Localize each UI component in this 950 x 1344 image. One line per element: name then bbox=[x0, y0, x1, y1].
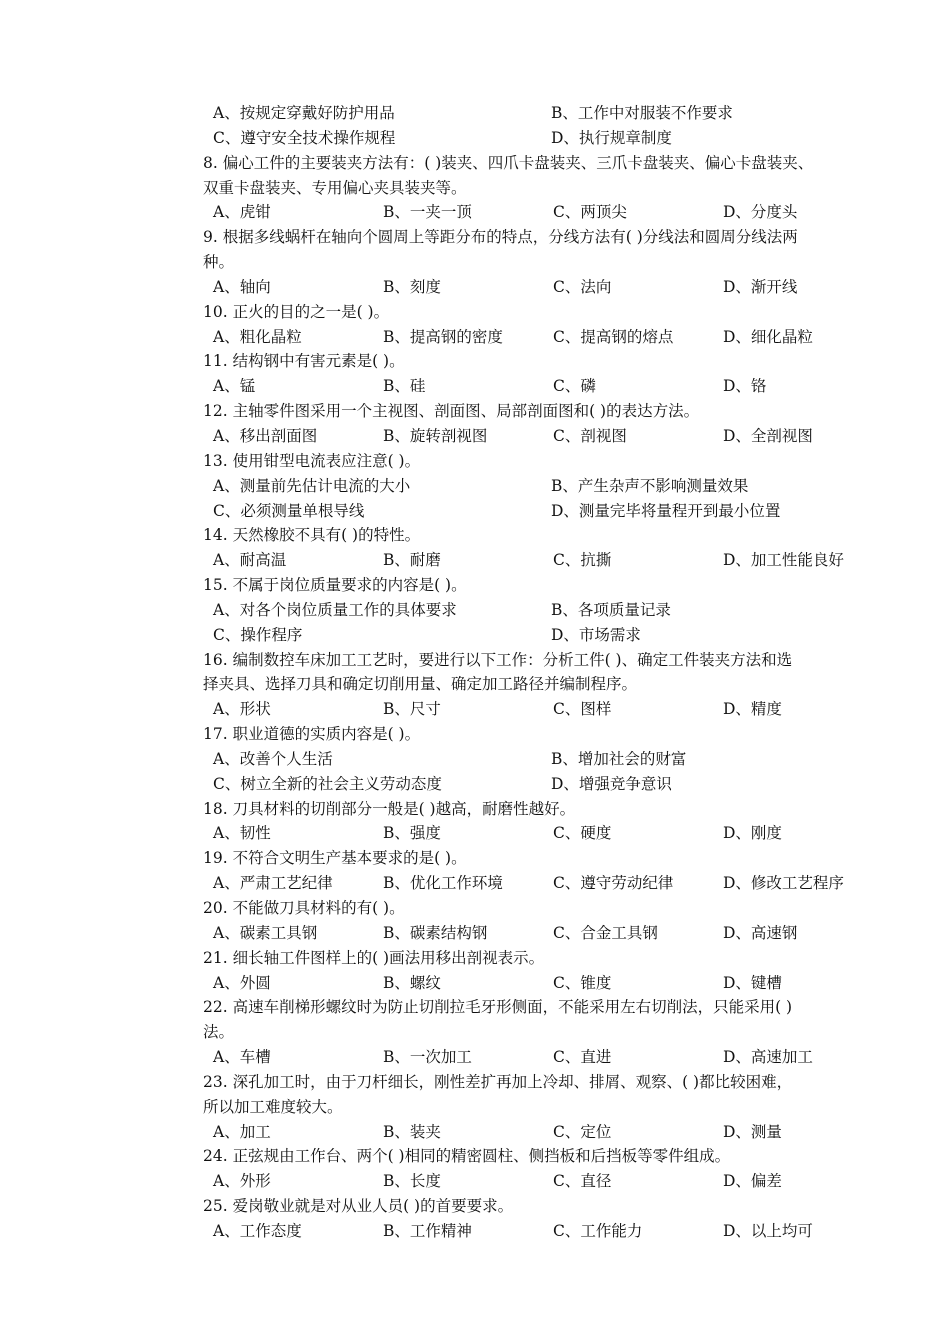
question-text: 双重卡盘装夹、专用偏心夹具装夹等。 bbox=[203, 178, 467, 197]
option-d: D、修改工艺程序 bbox=[723, 874, 844, 893]
option-right: D、测量完毕将量程开到最小位置 bbox=[551, 501, 781, 520]
option-a: A、虎钳 bbox=[213, 203, 271, 222]
option-left: C、操作程序 bbox=[213, 625, 303, 644]
option-c: C、硬度 bbox=[553, 824, 612, 843]
option-a: A、碳素工具钢 bbox=[213, 923, 318, 942]
option-b: B、一次加工 bbox=[383, 1048, 472, 1067]
options-row bbox=[203, 1120, 883, 1145]
question-text: 21. 细长轴工件图样上的( )画法用移出剖视表示。 bbox=[203, 948, 545, 967]
options-row bbox=[203, 1169, 883, 1194]
option-d: D、偏差 bbox=[723, 1172, 782, 1191]
question-text: 18. 刀具材料的切削部分一般是( )越高，耐磨性越好。 bbox=[203, 799, 576, 818]
options-row bbox=[203, 971, 883, 996]
question-text: 22. 高速车削梯形螺纹时为防止切削拉毛牙形侧面，不能采用左右切削法，只能采用( ) bbox=[203, 998, 793, 1017]
option-left: A、对各个岗位质量工作的具体要求 bbox=[213, 600, 457, 619]
option-a: A、轴向 bbox=[213, 277, 271, 296]
options-row bbox=[203, 697, 883, 722]
option-c: C、法向 bbox=[553, 277, 612, 296]
option-a: A、外形 bbox=[213, 1172, 271, 1191]
options-row bbox=[203, 275, 883, 300]
option-a: A、粗化晶粒 bbox=[213, 327, 302, 346]
option-d: D、刚度 bbox=[723, 824, 782, 843]
options-row bbox=[203, 325, 883, 350]
options-row bbox=[203, 474, 883, 499]
question-text: 15. 不属于岗位质量要求的内容是( )。 bbox=[203, 576, 467, 595]
option-b: B、螺纹 bbox=[383, 973, 441, 992]
option-a: A、移出剖面图 bbox=[213, 426, 318, 445]
option-right: B、增加社会的财富 bbox=[551, 749, 687, 768]
option-c: C、抗撕 bbox=[553, 551, 612, 570]
question-text: 9. 根据多线蜗杆在轴向个圆周上等距分布的特点，分线方法有( )分线法和圆周分线法两 bbox=[203, 228, 798, 247]
options-row bbox=[203, 921, 883, 946]
option-a: A、外圆 bbox=[213, 973, 271, 992]
option-b: B、尺寸 bbox=[383, 700, 441, 719]
option-d: D、加工性能良好 bbox=[723, 551, 844, 570]
option-b: B、装夹 bbox=[383, 1122, 441, 1141]
question-text: 13. 使用钳型电流表应注意( )。 bbox=[203, 451, 421, 470]
option-a: A、耐高温 bbox=[213, 551, 287, 570]
option-a: A、韧性 bbox=[213, 824, 271, 843]
option-b: B、工作精神 bbox=[383, 1221, 472, 1240]
options-row bbox=[203, 499, 883, 524]
option-d: D、测量 bbox=[723, 1122, 782, 1141]
option-right: B、产生杂声不影响测量效果 bbox=[551, 476, 749, 495]
option-d: D、高速钢 bbox=[723, 923, 798, 942]
option-a: A、严肃工艺纪律 bbox=[213, 874, 333, 893]
option-c: C、磷 bbox=[553, 377, 596, 396]
option-b: B、强度 bbox=[383, 824, 441, 843]
option-d: D、铬 bbox=[723, 377, 767, 396]
option-d: D、精度 bbox=[723, 700, 782, 719]
option-d: D、细化晶粒 bbox=[723, 327, 813, 346]
option-d: D、以上均可 bbox=[723, 1221, 813, 1240]
option-right: B、工作中对服装不作要求 bbox=[551, 104, 733, 122]
option-right: D、执行规章制度 bbox=[551, 128, 672, 147]
options-row bbox=[203, 1045, 883, 1070]
question-text: 种。 bbox=[203, 253, 235, 272]
option-b: B、耐磨 bbox=[383, 551, 441, 570]
options-row bbox=[203, 821, 883, 846]
option-left: A、按规定穿戴好防护用品 bbox=[213, 104, 395, 122]
options-row bbox=[203, 1219, 883, 1244]
option-left: C、遵守安全技术操作规程 bbox=[213, 128, 396, 147]
option-a: A、车槽 bbox=[213, 1048, 271, 1067]
option-c: C、直径 bbox=[553, 1172, 612, 1191]
options-row bbox=[203, 374, 883, 399]
option-a: A、形状 bbox=[213, 700, 271, 719]
question-list bbox=[203, 101, 883, 1244]
question-text: 25. 爱岗敬业就是对从业人员( )的首要要求。 bbox=[203, 1197, 514, 1216]
options-row bbox=[203, 747, 883, 772]
question-text: 11. 结构钢中有害元素是( )。 bbox=[203, 352, 405, 371]
question-text: 14. 天然橡胶不具有( )的特性。 bbox=[203, 526, 421, 545]
option-left: A、测量前先估计电流的大小 bbox=[213, 476, 411, 495]
question-text: 17. 职业道德的实质内容是( )。 bbox=[203, 725, 421, 744]
option-c: C、直进 bbox=[553, 1048, 612, 1067]
option-b: B、硅 bbox=[383, 377, 426, 396]
option-a: A、锰 bbox=[213, 377, 256, 396]
options-row bbox=[203, 598, 883, 623]
options-row bbox=[203, 548, 883, 573]
option-d: D、高速加工 bbox=[723, 1048, 813, 1067]
option-c: C、工作能力 bbox=[553, 1221, 643, 1240]
options-row bbox=[203, 772, 883, 797]
question-text: 8. 偏心工件的主要装夹方法有：( )装夹、四爪卡盘装夹、三爪卡盘装夹、偏心卡盘装夹、 bbox=[203, 153, 814, 172]
option-c: C、锥度 bbox=[553, 973, 612, 992]
option-b: B、旋转剖视图 bbox=[383, 426, 488, 445]
option-d: D、渐开线 bbox=[723, 277, 798, 296]
option-c: C、遵守劳动纪律 bbox=[553, 874, 674, 893]
options-row bbox=[203, 126, 883, 151]
question-text: 12. 主轴零件图采用一个主视图、剖面图、局部剖面图和( )的表达方法。 bbox=[203, 402, 700, 421]
option-c: C、定位 bbox=[553, 1122, 612, 1141]
option-left: A、改善个人生活 bbox=[213, 749, 333, 768]
options-row bbox=[203, 101, 883, 126]
options-row bbox=[203, 200, 883, 225]
options-row bbox=[203, 871, 883, 896]
option-right: D、市场需求 bbox=[551, 625, 641, 644]
question-text: 19. 不符合文明生产基本要求的是( )。 bbox=[203, 849, 467, 868]
options-row bbox=[203, 424, 883, 449]
question-text: 择夹具、选择刀具和确定切削用量、确定加工路径并编制程序。 bbox=[203, 675, 638, 694]
option-c: C、两顶尖 bbox=[553, 203, 627, 222]
question-text: 23. 深孔加工时，由于刀杆细长，刚性差扩再加上冷却、排屑、观察、( )都比较困难， bbox=[203, 1072, 793, 1091]
option-b: B、长度 bbox=[383, 1172, 441, 1191]
option-left: C、必须测量单根导线 bbox=[213, 501, 365, 520]
option-b: B、提高钢的密度 bbox=[383, 327, 503, 346]
option-b: B、一夹一顶 bbox=[383, 203, 472, 222]
options-row bbox=[203, 623, 883, 648]
question-text: 所以加工难度较大。 bbox=[203, 1097, 343, 1116]
option-c: C、图样 bbox=[553, 700, 612, 719]
question-text: 24. 正弦规由工作台、两个( )相同的精密圆柱、侧挡板和后挡板等零件组成。 bbox=[203, 1147, 731, 1166]
option-a: A、工作态度 bbox=[213, 1221, 302, 1240]
option-c: C、提高钢的熔点 bbox=[553, 327, 674, 346]
question-text: 16. 编制数控车床加工工艺时，要进行以下工作：分析工件( )、确定工件装夹方法和选 bbox=[203, 650, 793, 669]
option-c: C、剖视图 bbox=[553, 426, 627, 445]
option-d: D、分度头 bbox=[723, 203, 798, 222]
option-b: B、优化工作环境 bbox=[383, 874, 503, 893]
option-right: D、增强竞争意识 bbox=[551, 774, 672, 793]
option-right: B、各项质量记录 bbox=[551, 600, 671, 619]
question-text: 10. 正火的目的之一是( )。 bbox=[203, 302, 390, 321]
option-b: B、碳素结构钢 bbox=[383, 923, 488, 942]
option-b: B、刻度 bbox=[383, 277, 441, 296]
option-d: D、全剖视图 bbox=[723, 426, 813, 445]
option-a: A、加工 bbox=[213, 1122, 271, 1141]
option-d: D、键槽 bbox=[723, 973, 782, 992]
question-text: 法。 bbox=[203, 1023, 235, 1042]
question-text: 20. 不能做刀具材料的有( )。 bbox=[203, 899, 405, 917]
option-c: C、合金工具钢 bbox=[553, 923, 658, 942]
option-left: C、树立全新的社会主义劳动态度 bbox=[213, 774, 442, 793]
